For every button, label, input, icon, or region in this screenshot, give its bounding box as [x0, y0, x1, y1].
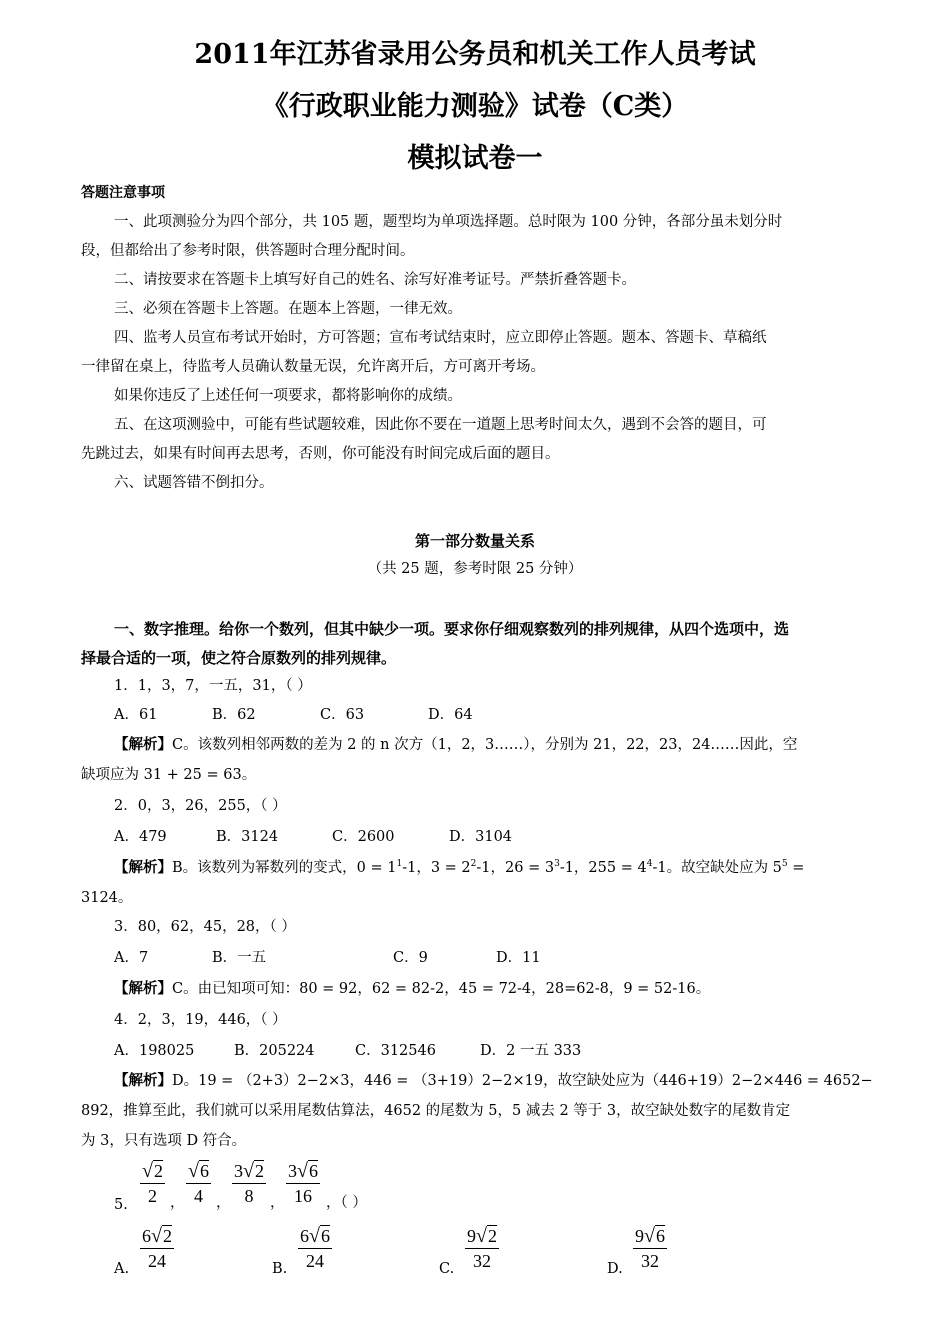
question-5-number: 5. [114, 1197, 128, 1213]
sqrt-symbol: √ [309, 1225, 320, 1247]
denominator: 4 [193, 1186, 203, 1206]
question-4-option-c: C．312546 [355, 1043, 436, 1059]
exponent: 1 [396, 859, 403, 870]
question-5-blank: ，（ ） [326, 1195, 367, 1211]
question-2-analysis-b: 3124。 [81, 890, 133, 906]
question-4-option-d: D．2 一五 333 [480, 1043, 582, 1059]
question-1-analysis-b: 缺项应为 31 + 25 = 63。 [81, 767, 257, 783]
question-3-option-c: C．9 [393, 950, 428, 966]
question-4-analysis-c: 为 3，只有选项 D 符合。 [81, 1133, 247, 1149]
denominator: 32 [472, 1251, 491, 1271]
comma: ， [216, 1195, 231, 1211]
section-instructions-a: 一、数字推理。给你一个数列，但其中缺少一项。要求你仔细观察数列的排列规律，从四个选项中，选 [114, 620, 790, 638]
exam-title-line2: 《行政职业能力测验》试卷（C类） [261, 91, 689, 122]
question-2-option-a: A．479 [114, 829, 167, 845]
question-5-option-c-label: C. [439, 1261, 455, 1277]
notice-paragraph-4a: 四、监考人员宣布考试开始时，方可答题；宣布考试结束时，应立即停止答题。题本、答题卡、草稿纸 [114, 330, 767, 346]
notice-heading: 答题注意事项 [81, 185, 165, 201]
analysis-label: 【解析】 [114, 1072, 172, 1089]
exam-title-line3: 模拟试卷一 [407, 143, 543, 174]
question-5-option-b [298, 1225, 332, 1273]
comma: ， [270, 1195, 285, 1211]
radicand: 6 [199, 1161, 209, 1181]
coefficient: 3 [288, 1161, 297, 1181]
coefficient: 9 [467, 1226, 476, 1246]
question-2-analysis-a [114, 858, 804, 878]
analysis-text: -1。故空缺处应为 5 [652, 860, 782, 876]
question-2-option-b: B．3124 [216, 829, 279, 845]
denominator: 16 [293, 1186, 312, 1206]
question-2-option-d: D．3104 [449, 829, 513, 845]
radicand: 6 [655, 1226, 665, 1246]
sqrt-symbol: √ [142, 1160, 153, 1182]
notice-paragraph-6b: 先跳过去，如果有时间再去思考，否则，你可能没有时间完成后面的题目。 [81, 446, 560, 462]
question-3-stem: 3．80，62，45，28，（ ） [114, 919, 296, 935]
question-5-option-d-label: D. [607, 1261, 623, 1277]
analysis-text: -1，26 = 3 [476, 860, 555, 876]
analysis-label: 【解析】 [114, 736, 172, 753]
denominator: 24 [147, 1251, 166, 1271]
coefficient: 6 [300, 1226, 309, 1246]
question-4-option-b: B．205224 [234, 1043, 315, 1059]
question-2-option-c: C．2600 [332, 829, 395, 845]
question-5-term-3 [232, 1160, 266, 1208]
question-5-option-b-label: B. [272, 1261, 288, 1277]
exponent: 5 [781, 859, 788, 870]
denominator: 24 [305, 1251, 324, 1271]
question-3-option-b: B．一五 [212, 950, 267, 966]
notice-paragraph-7: 六、试题答错不倒扣分。 [114, 475, 274, 491]
notice-paragraph-2: 二、请按要求在答题卡上填写好自己的姓名、涂写好准考证号。严禁折叠答题卡。 [114, 272, 636, 288]
notice-paragraph-1a: 一、此项测验分为四个部分，共 105 题，题型均为单项选择题。总时限为 100 分钟，各部分虽未划分时 [114, 214, 783, 230]
exponent: 3 [554, 859, 560, 870]
sqrt-symbol: √ [644, 1225, 655, 1247]
notice-paragraph-5: 如果你违反了上述任何一项要求，都将影响你的成绩。 [114, 388, 462, 404]
question-5-option-a-label: A. [114, 1261, 130, 1277]
analysis-text: C。该数列相邻两数的差为 2 的 n 次方（1，2，3……），分别为 21，22，23，24……因此，空 [172, 737, 798, 753]
analysis-text: -1，3 = 2 [402, 860, 471, 876]
exam-title-line1: 2011年江苏省录用公务员和机关工作人员考试 [194, 39, 756, 70]
coefficient: 9 [635, 1226, 644, 1246]
exponent: 2 [470, 859, 477, 870]
analysis-label: 【解析】 [114, 980, 172, 997]
sqrt-symbol: √ [188, 1160, 199, 1182]
denominator: 8 [244, 1186, 254, 1206]
radicand: 6 [308, 1161, 318, 1181]
question-5-term-2 [186, 1160, 211, 1208]
section-subtitle: （共 25 题，参考时限 25 分钟） [367, 561, 583, 577]
notice-paragraph-6a: 五、在这项测验中，可能有些试题较难，因此你不要在一道题上思考时间太久，遇到不会答的题目，可 [114, 417, 767, 433]
question-1-option-b: B．62 [212, 707, 256, 723]
denominator: 2 [147, 1186, 157, 1206]
sqrt-symbol: √ [151, 1225, 162, 1247]
question-1-stem: 1．1，3，7，一五，31，（ ） [114, 678, 312, 694]
question-3-option-d: D．11 [496, 950, 541, 966]
coefficient: 3 [234, 1161, 243, 1181]
section-instructions-b: 择最合适的一项，使之符合原数列的排列规律。 [81, 649, 397, 667]
analysis-label: 【解析】 [114, 859, 172, 876]
notice-paragraph-1b: 段，但都给出了参考时限，供答题时合理分配时间。 [81, 243, 415, 259]
question-3-analysis [114, 979, 710, 999]
analysis-text: D。19 = （2+3）2−2×3，446 = （3+19）2−2×19，故空缺处应为（446+19）2−2×446 = 4652− [172, 1073, 873, 1089]
question-5-option-a [140, 1225, 174, 1273]
sqrt-symbol: √ [297, 1160, 308, 1182]
question-5-option-d [633, 1225, 667, 1273]
exponent: 4 [646, 859, 653, 870]
question-4-analysis-b: 892，推算至此，我们就可以采用尾数估算法，4652 的尾数为 5，5 减去 2 等于 3，故空缺处数字的尾数肯定 [81, 1103, 791, 1119]
sqrt-symbol: √ [476, 1225, 487, 1247]
analysis-text: = [787, 860, 805, 876]
analysis-text: -1，255 = 4 [559, 860, 647, 876]
question-4-analysis-a [114, 1071, 873, 1091]
radicand: 2 [153, 1161, 163, 1181]
question-5-term-4 [286, 1160, 320, 1208]
notice-paragraph-4b: 一律留在桌上，待监考人员确认数量无误，允许离开后，方可离开考场。 [81, 359, 545, 375]
question-2-stem: 2．0，3，26，255，（ ） [114, 798, 287, 814]
question-5-term-1 [140, 1160, 165, 1208]
question-5-option-c [465, 1225, 499, 1273]
question-3-option-a: A．7 [114, 950, 149, 966]
analysis-text: B。该数列为幂数列的变式，0 = 1 [172, 860, 397, 876]
question-4-stem: 4．2，3，19，446，（ ） [114, 1012, 287, 1028]
radicand: 2 [162, 1226, 172, 1246]
question-1-option-c: C．63 [320, 707, 365, 723]
analysis-text: C。由已知项可知：80 = 92，62 = 82-2，45 = 72-4，28=62-8，9 = 52-16。 [172, 981, 711, 997]
coefficient: 6 [142, 1226, 151, 1246]
denominator: 32 [640, 1251, 659, 1271]
question-1-option-a: A．61 [114, 707, 158, 723]
comma: ， [170, 1195, 185, 1211]
radicand: 6 [320, 1226, 330, 1246]
section-title: 第一部分数量关系 [414, 532, 535, 550]
question-4-option-a: A．198025 [114, 1043, 195, 1059]
question-1-option-d: D．64 [428, 707, 473, 723]
radicand: 2 [254, 1161, 264, 1181]
notice-paragraph-3: 三、必须在答题卡上答题。在题本上答题，一律无效。 [114, 301, 462, 317]
question-1-analysis-a [114, 735, 797, 755]
radicand: 2 [487, 1226, 497, 1246]
sqrt-symbol: √ [243, 1160, 254, 1182]
